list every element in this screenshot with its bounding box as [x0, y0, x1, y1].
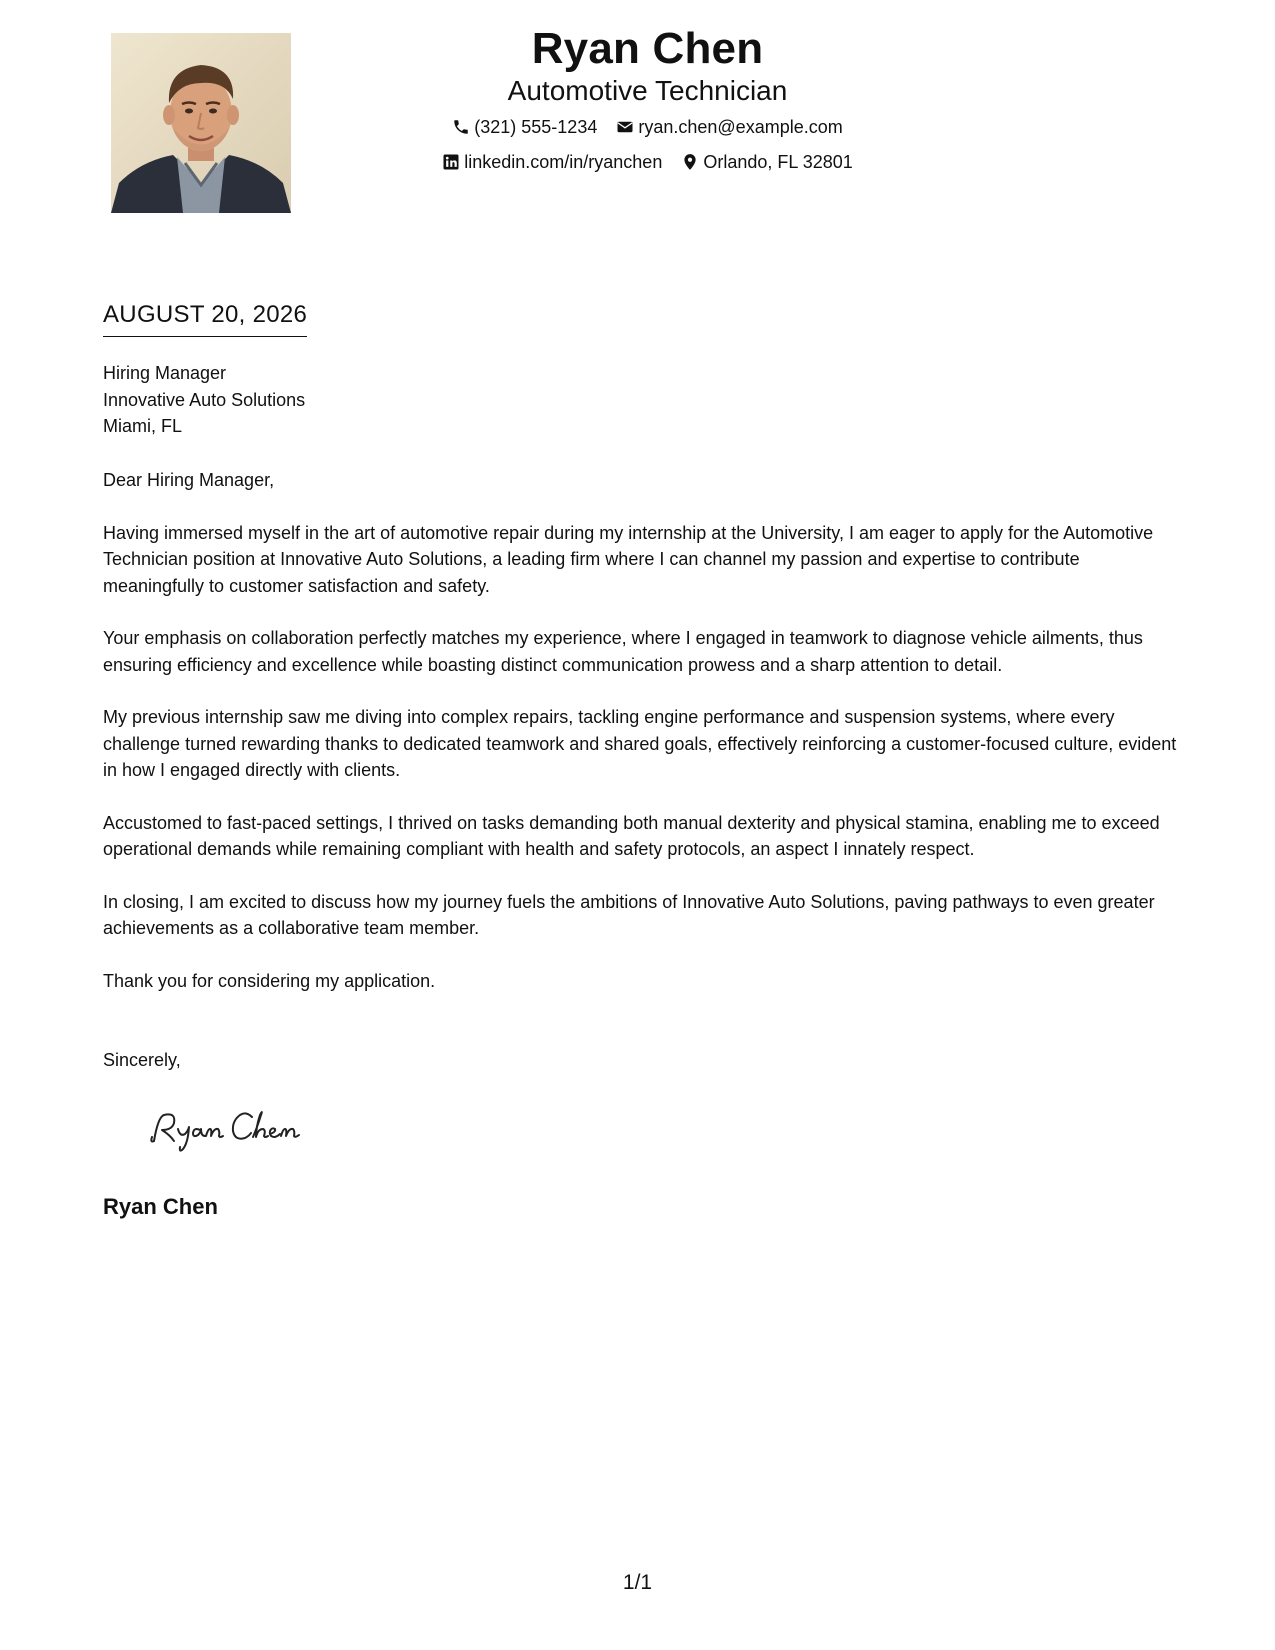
profile-photo [111, 33, 291, 213]
recipient-city: Miami, FL [103, 416, 183, 436]
paragraph-3: My previous internship saw me diving into complex repairs, tackling engine performance and suspension systems, where every challenge turned rewarding thanks to dedicated teamwork and shared goals, effectively reinforcing a customer-focused culture, evident in how I engaged directly with clients. [103, 707, 1177, 780]
applicant-job-title: Automotive Technician [507, 75, 788, 106]
linkedin-icon [442, 153, 460, 171]
contact-line-1 [340, 116, 955, 141]
paragraph-1: Having immersed myself in the art of automotive repair during my internship at the University, I am eager to apply for the Automotive Technician position at Innovative Auto Solutions, a leading firm where I can channel my passion and expertise to contribute meaningfully to customer satisfaction and safety. [103, 522, 1154, 596]
page-number: 1/1 [622, 1571, 653, 1594]
paragraph-5: In closing, I am excited to discuss how my journey fuels the ambitions of Innovative Auto Solutions, paving pathways to even greater achievements as a collaborative team member. [103, 891, 1155, 938]
contact-email[interactable] [616, 116, 842, 138]
closing: Sincerely, [103, 1050, 181, 1070]
linkedin-text: linkedin.com/in/ryanchen [464, 152, 663, 172]
contact-phone[interactable] [452, 116, 597, 138]
letter-body [103, 467, 1178, 1020]
letter-date: AUGUST 20, 2026 [103, 300, 307, 337]
contact-line-2 [340, 151, 955, 176]
phone-icon [452, 118, 470, 136]
salutation: Dear Hiring Manager, [103, 470, 275, 490]
location-text: Orlando, FL 32801 [703, 152, 853, 172]
recipient-name: Hiring Manager [103, 363, 227, 383]
email-text: ryan.chen@example.com [638, 117, 843, 137]
letter-header [340, 22, 955, 176]
paragraph-4: Accustomed to fast-paced settings, I thrived on tasks demanding both manual dexterity and physical stamina, enabling me to exceed operational demands while remaining compliant with health and safety protocols, an aspect I innately respect. [103, 812, 1160, 859]
recipient-block [103, 360, 305, 440]
phone-text: (321) 555-1234 [474, 117, 598, 137]
paragraph-6: Thank you for considering my application. [103, 970, 436, 991]
contact-linkedin[interactable] [442, 151, 662, 173]
contact-location [681, 151, 852, 173]
envelope-icon [616, 118, 634, 136]
signer-name: Ryan Chen [103, 1194, 218, 1219]
paragraph-2: Your emphasis on collaboration perfectly matches my experience, where I engaged in teamwork to diagnose vehicle ailments, thus ensuring efficiency and excellence while boasting distinct communication prowess and a sharp attention to detail. [103, 628, 1143, 675]
signature-image [148, 1103, 328, 1153]
map-pin-icon [681, 153, 699, 171]
applicant-name: Ryan Chen [531, 24, 764, 73]
recipient-company: Innovative Auto Solutions [103, 389, 306, 410]
